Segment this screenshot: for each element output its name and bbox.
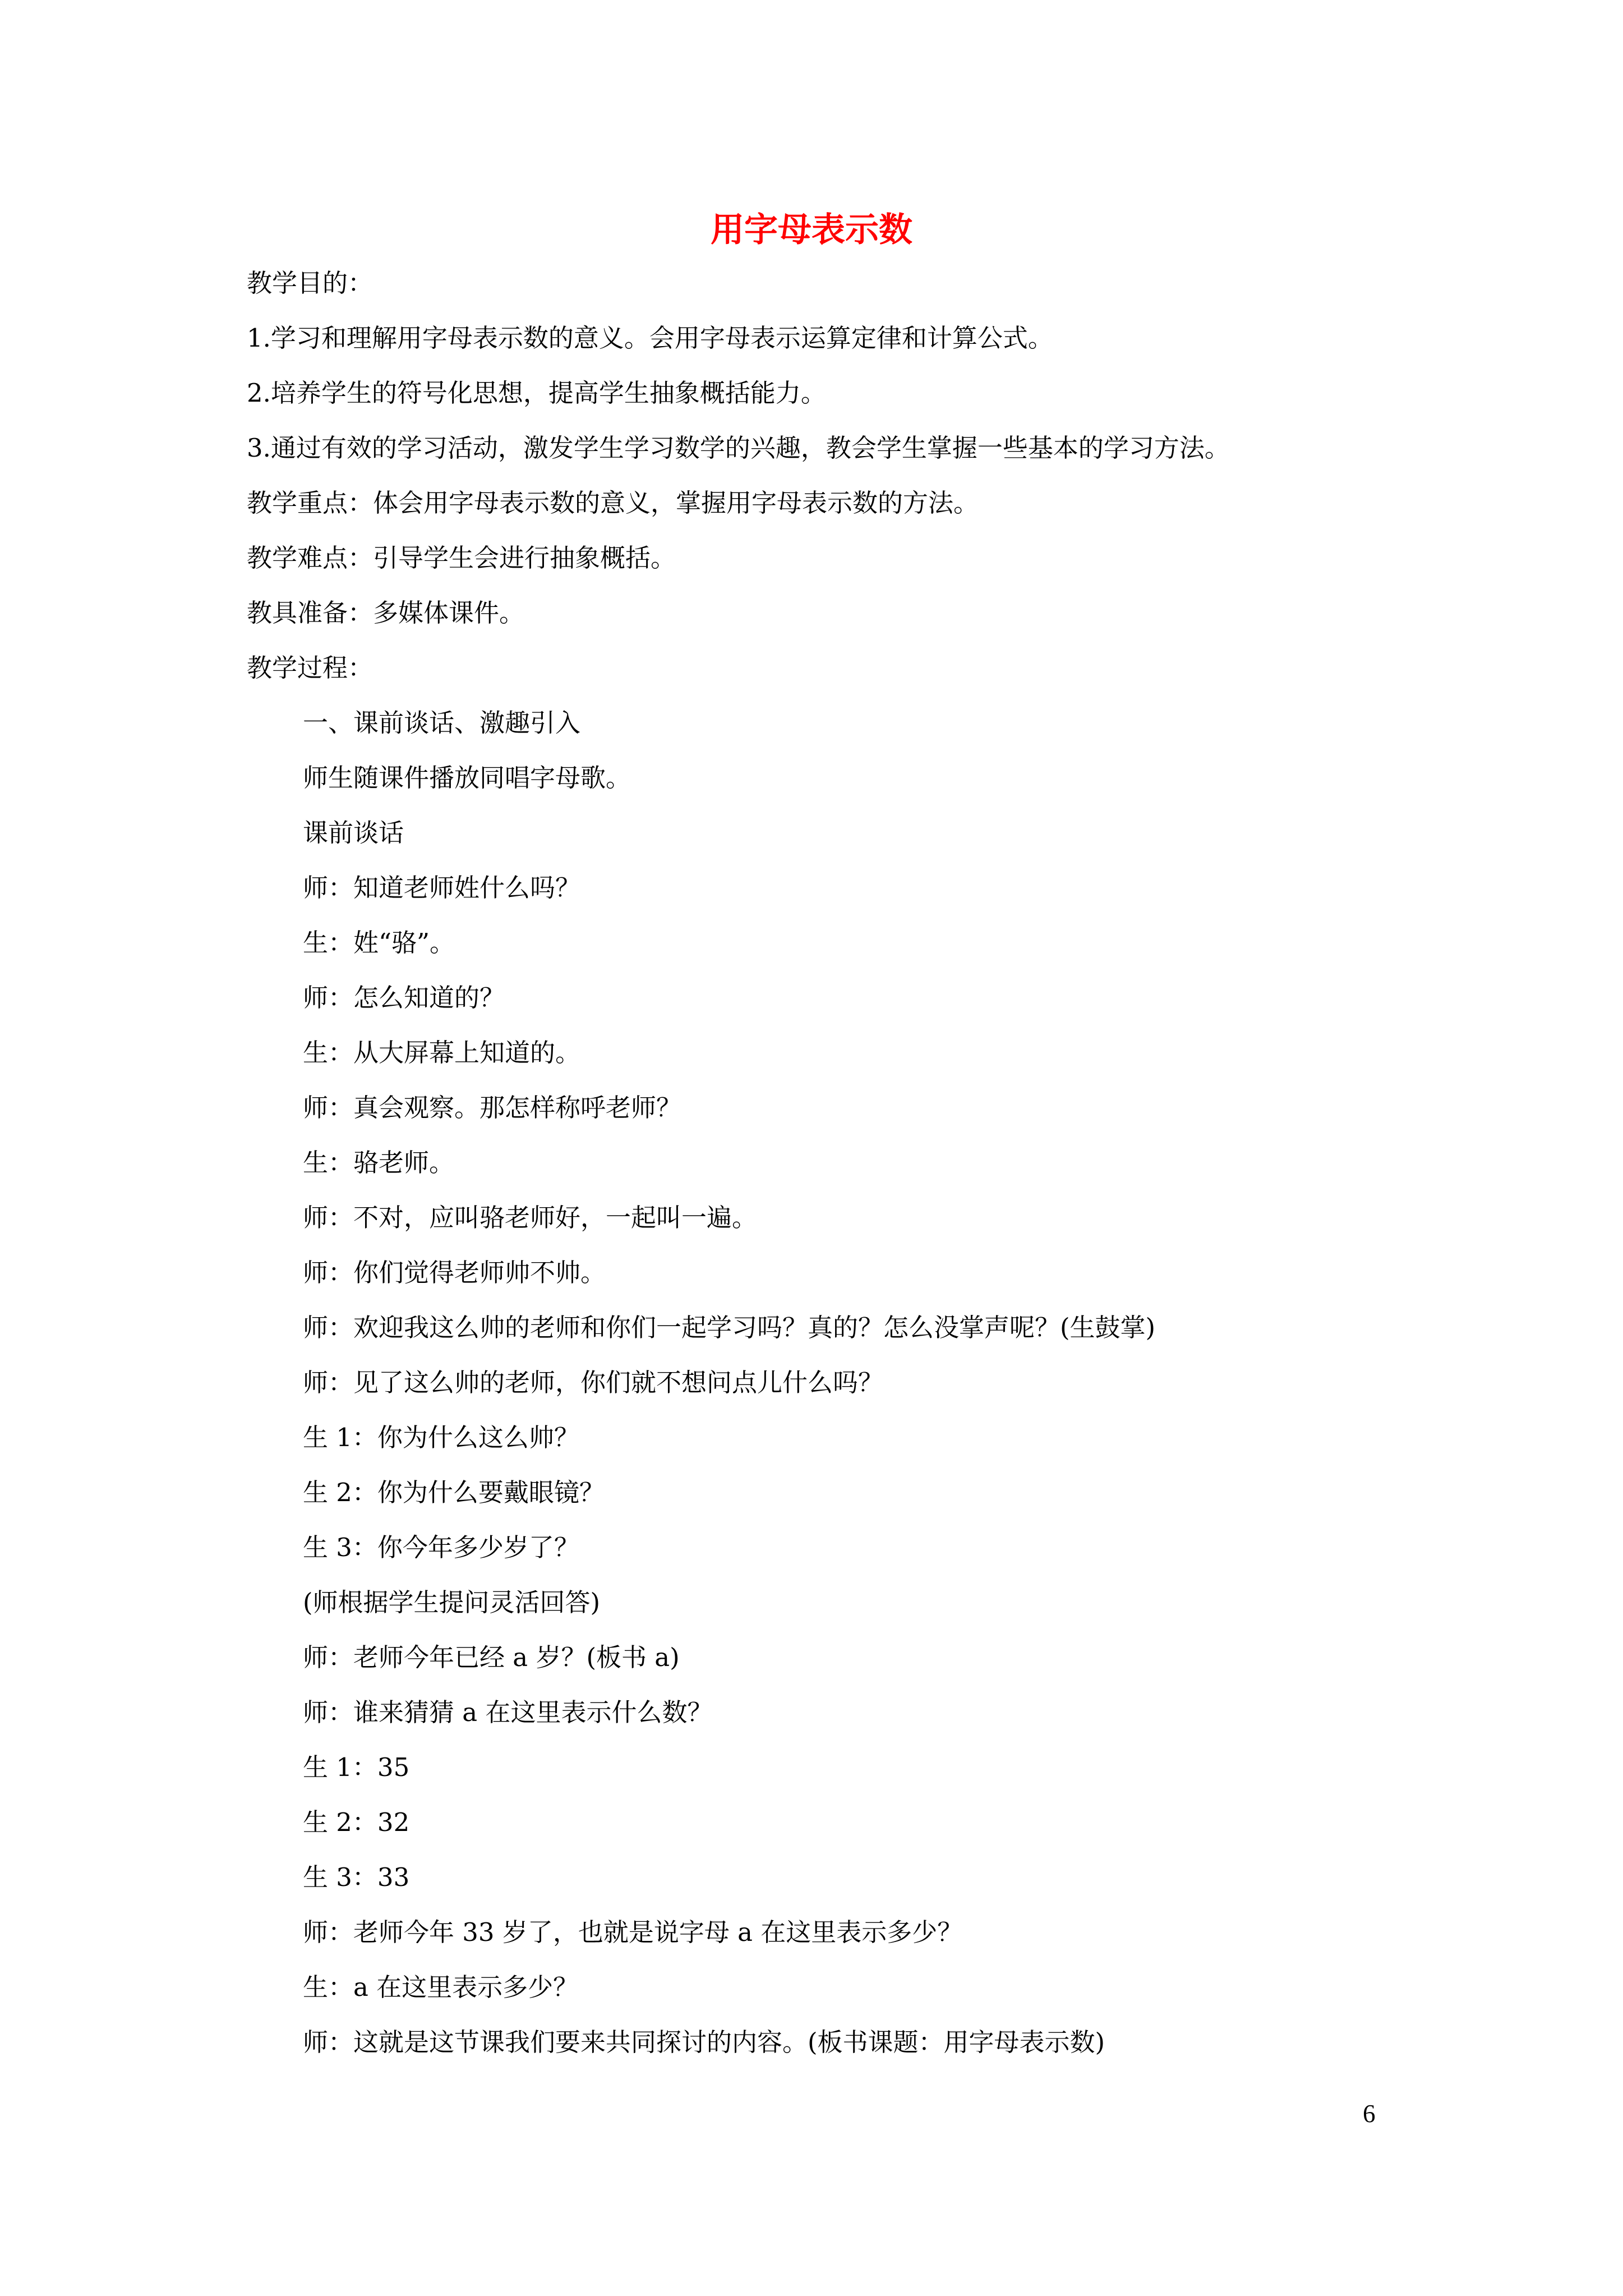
text-line: 师：真会观察。那怎样称呼老师？ [303, 1093, 682, 1122]
text-line: 师：知道老师姓什么吗？ [303, 873, 581, 903]
text-line: 师：怎么知道的？ [303, 983, 505, 1013]
page-number: 6 [1363, 2100, 1376, 2128]
text-line: 一、课前谈话、激趣引入 [303, 708, 581, 738]
text-line: 生：从大屏幕上知道的。 [303, 1038, 581, 1068]
text-line: 师：你们觉得老师帅不帅。 [303, 1258, 606, 1287]
text-line: 师：欢迎我这么帅的老师和你们一起学习吗？真的？怎么没掌声呢？(生鼓掌) [303, 1313, 1156, 1342]
text-line: 教学目的： [247, 268, 374, 298]
text-line: 师：老师今年已经 a 岁？(板书 a) [303, 1642, 680, 1672]
text-line: 师：老师今年 33 岁了，也就是说字母 a 在这里表示多少？ [303, 1917, 963, 1947]
text-line: 师：见了这么帅的老师，你们就不想问点儿什么吗？ [303, 1368, 884, 1397]
text-line: (师根据学生提问灵活回答) [303, 1588, 601, 1617]
text-line: 生 2：32 [303, 1807, 410, 1837]
text-line: 生：骆老师。 [303, 1148, 455, 1177]
text-line: 教具准备：多媒体课件。 [247, 598, 525, 628]
text-line: 生 1：35 [303, 1752, 410, 1782]
text-line: 生 3：33 [303, 1862, 410, 1892]
text-line: 师：谁来猜猜 a 在这里表示什么数？ [303, 1697, 713, 1727]
text-line: 课前谈话 [303, 818, 404, 848]
text-line: 生：a 在这里表示多少？ [303, 1972, 579, 2002]
text-line: 教学重点：体会用字母表示数的意义，掌握用字母表示数的方法。 [247, 488, 979, 518]
document-title: 用字母表示数 [711, 210, 912, 250]
text-line: 师生随课件播放同唱字母歌。 [303, 763, 631, 793]
text-line: 师：不对，应叫骆老师好，一起叫一遍。 [303, 1203, 758, 1232]
text-line: 师：这就是这节课我们要来共同探讨的内容。(板书课题：用字母表示数) [303, 2027, 1105, 2057]
text-line: 生 1：你为什么这么帅？ [303, 1423, 579, 1452]
text-line: 1.学习和理解用字母表示数的意义。会用字母表示运算定律和计算公式。 [247, 323, 1053, 353]
text-line: 生 2：你为什么要戴眼镜？ [303, 1478, 605, 1507]
text-line: 2.培养学生的符号化思想，提高学生抽象概括能力。 [247, 378, 826, 408]
text-line: 教学难点：引导学生会进行抽象概括。 [247, 543, 676, 573]
text-line: 生 3：你今年多少岁了？ [303, 1533, 579, 1562]
text-line: 教学过程： [247, 653, 374, 683]
text-line: 3.通过有效的学习活动，激发学生学习数学的兴趣，教会学生掌握一些基本的学习方法。 [247, 433, 1230, 463]
text-line: 生：姓“骆”。 [303, 928, 455, 958]
